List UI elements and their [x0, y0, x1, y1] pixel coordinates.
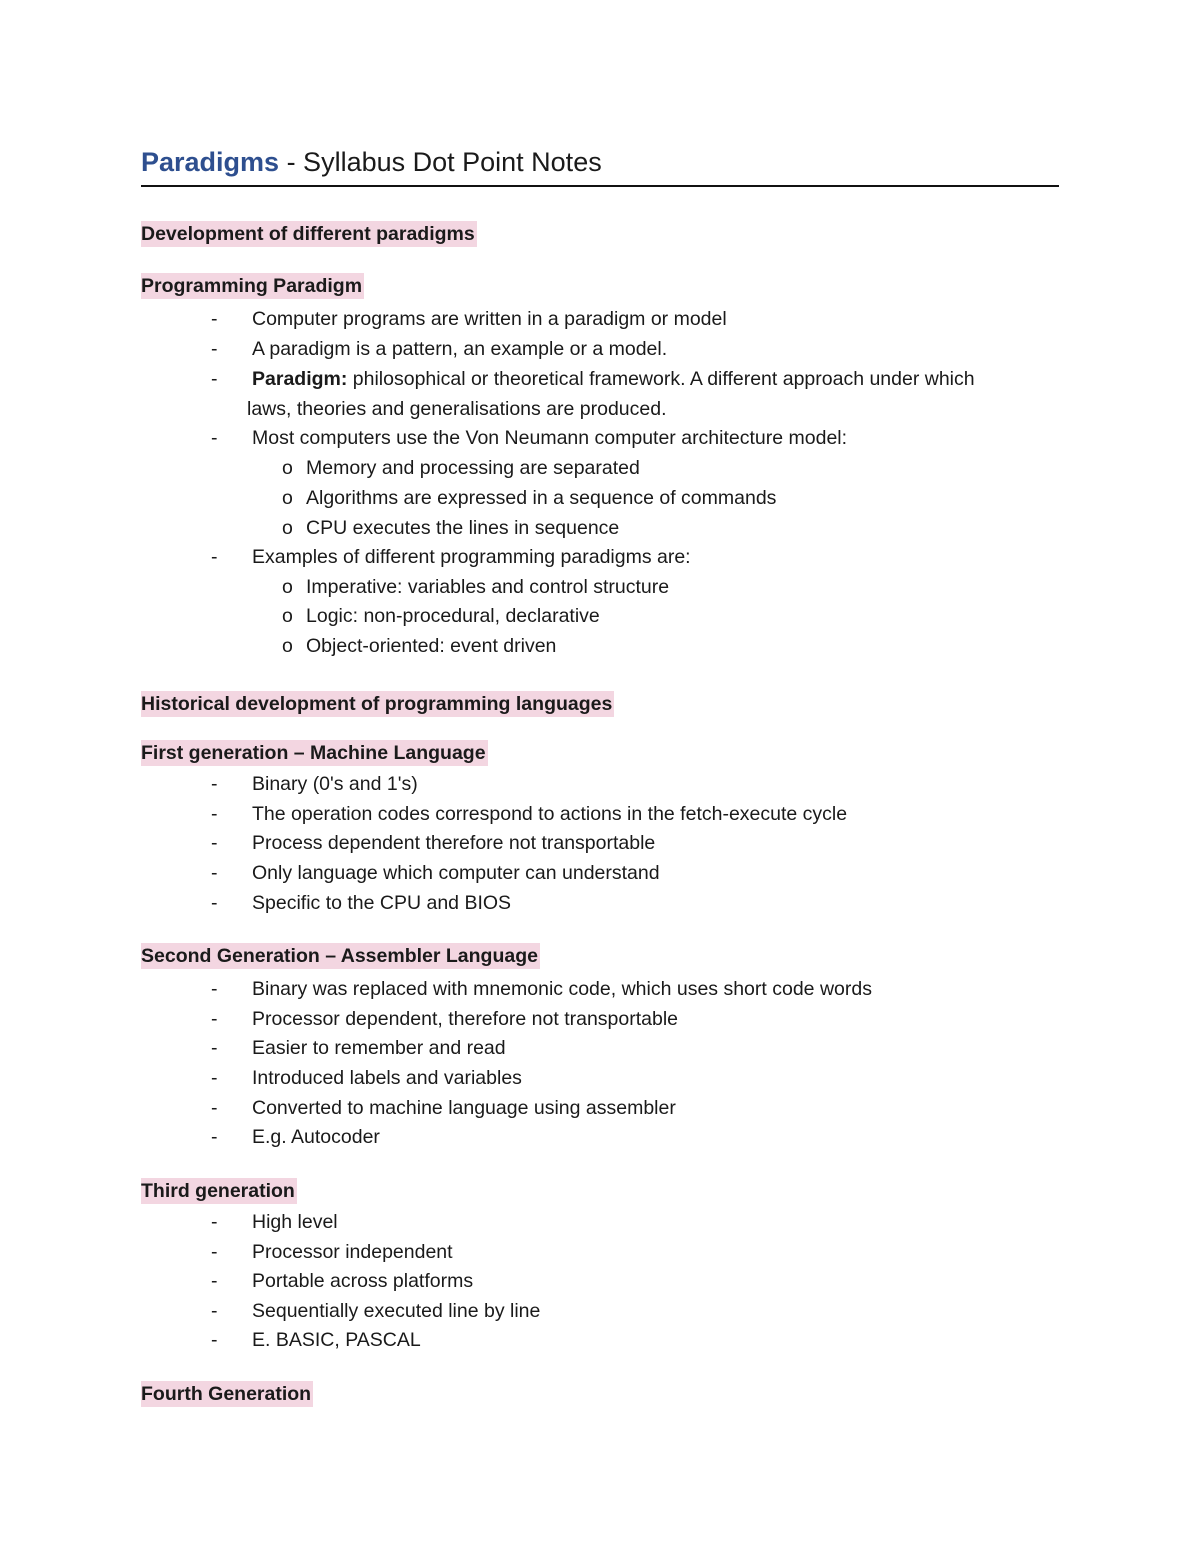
list-item-text: Introduced labels and variables	[252, 1067, 522, 1089]
dash-marker: -	[211, 427, 218, 449]
dash-marker: -	[211, 1241, 218, 1263]
dash-marker: -	[211, 338, 218, 360]
sub-list-item-text: Logic: non-procedural, declarative	[306, 605, 600, 627]
list-item-text: Processor dependent, therefore not transportable	[252, 1008, 679, 1030]
sub-list-item-text: Imperative: variables and control structure	[306, 576, 670, 598]
dash-marker: -	[211, 1067, 218, 1089]
dash-marker: -	[211, 1126, 218, 1148]
sub-bullet-marker: o	[282, 457, 293, 479]
page-title	[141, 144, 602, 180]
dash-marker: -	[211, 803, 218, 825]
sub-bullet-marker: o	[282, 517, 293, 539]
heading-fourth-generation: Fourth Generation	[141, 1383, 312, 1405]
heading-historical-development: Historical development of programming languages	[141, 693, 613, 715]
sub-list-item-text: CPU executes the lines in sequence	[306, 517, 620, 539]
term-definition: philosophical or theoretical framework. A different approach under which	[347, 368, 975, 390]
list-item-text: E. BASIC, PASCAL	[252, 1329, 421, 1351]
list-item-text: High level	[252, 1211, 338, 1233]
list-item-text: Computer programs are written in a paradigm or model	[252, 308, 727, 330]
page-title-accent: Paradigms	[141, 147, 280, 177]
dash-marker: -	[211, 773, 218, 795]
dash-marker: -	[211, 1097, 218, 1119]
list-item-text: The operation codes correspond to actions in the fetch-execute cycle	[252, 803, 848, 825]
sub-bullet-marker: o	[282, 605, 293, 627]
heading-programming-paradigm: Programming Paradigm	[141, 275, 363, 297]
list-item-text: Binary (0's and 1's)	[252, 773, 418, 795]
dash-marker: -	[211, 1211, 218, 1233]
list-item-text: Specific to the CPU and BIOS	[252, 892, 512, 914]
term-bold: Paradigm:	[252, 368, 348, 390]
sub-list-item-text: Algorithms are expressed in a sequence of commands	[306, 487, 777, 509]
sub-bullet-marker: o	[282, 576, 293, 598]
list-item-text: E.g. Autocoder	[252, 1126, 380, 1148]
list-item-text: Sequentially executed line by line	[252, 1300, 541, 1322]
dash-marker: -	[211, 832, 218, 854]
dash-marker: -	[211, 1270, 218, 1292]
heading-development-of-paradigms: Development of different paradigms	[141, 223, 475, 245]
dash-marker: -	[211, 368, 218, 390]
list-item-text: Most computers use the Von Neumann computer architecture model:	[252, 427, 848, 449]
page-title-rest: - Syllabus Dot Point Notes	[279, 147, 602, 177]
dash-marker: -	[211, 1329, 218, 1351]
list-item-text: Processor independent	[252, 1241, 453, 1263]
heading-second-generation: Second Generation – Assembler Language	[141, 945, 538, 967]
dash-marker: -	[211, 978, 218, 1000]
list-item-text: laws, theories and generalisations are produced.	[247, 398, 667, 420]
heading-third-generation: Third generation	[141, 1180, 295, 1202]
list-item-text: Only language which computer can understand	[252, 862, 660, 884]
dash-marker: -	[211, 1037, 218, 1059]
list-item-text: Easier to remember and read	[252, 1037, 506, 1059]
dash-marker: -	[211, 546, 218, 568]
list-item-text: Converted to machine language using assembler	[252, 1097, 676, 1119]
sub-bullet-marker: o	[282, 635, 293, 657]
list-item-text: A paradigm is a pattern, an example or a model.	[252, 338, 668, 360]
list-item-text: Binary was replaced with mnemonic code, which uses short code words	[252, 978, 872, 1000]
dash-marker: -	[211, 1300, 218, 1322]
list-item-text: Process dependent therefore not transportable	[252, 832, 656, 854]
dash-marker: -	[211, 892, 218, 914]
title-underline	[141, 185, 1059, 187]
heading-first-generation: First generation – Machine Language	[141, 742, 486, 764]
list-item-text: Examples of different programming paradigms are:	[252, 546, 691, 568]
dash-marker: -	[211, 1008, 218, 1030]
sub-bullet-marker: o	[282, 487, 293, 509]
list-item-text	[252, 364, 975, 394]
dash-marker: -	[211, 308, 218, 330]
sub-list-item-text: Object-oriented: event driven	[306, 635, 557, 657]
dash-marker: -	[211, 862, 218, 884]
document-page	[141, 0, 1059, 1553]
list-item-text: Portable across platforms	[252, 1270, 474, 1292]
sub-list-item-text: Memory and processing are separated	[306, 457, 640, 479]
